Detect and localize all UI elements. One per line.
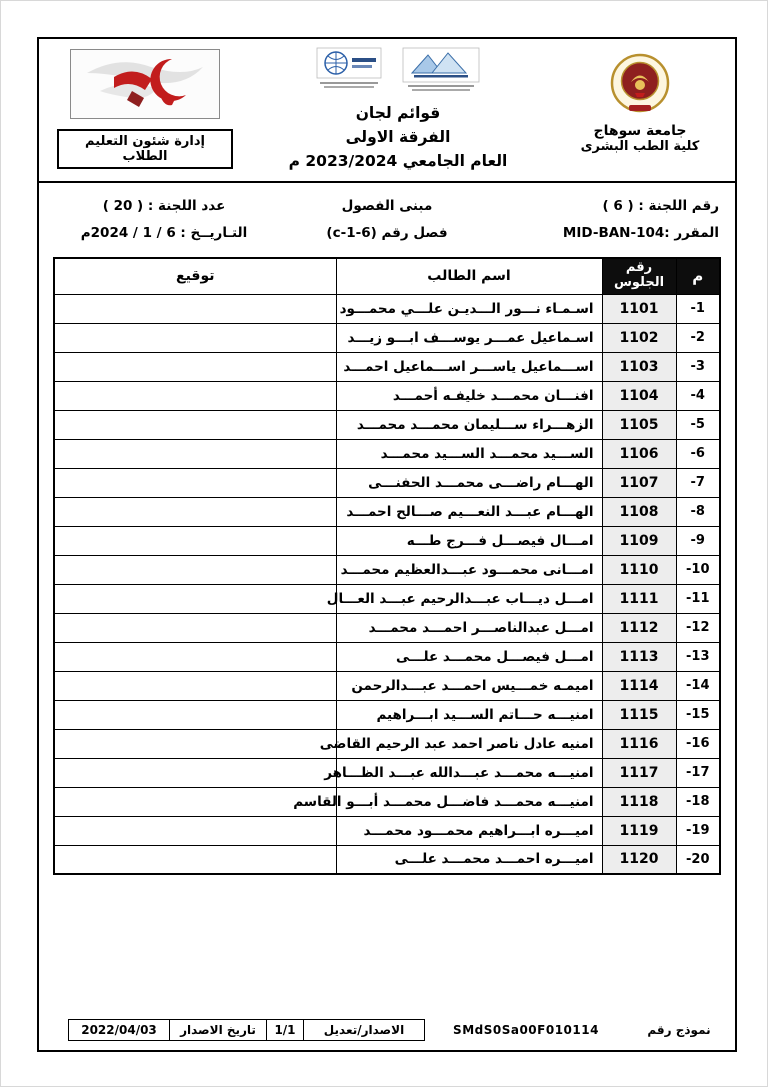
row-index: -18 xyxy=(676,787,720,816)
row-student-name: امنيـــه حـــاتم الســـيد ابـــراهيم xyxy=(336,700,602,729)
row-student-name: امـــل عبدالناصـــر احمـــد محمـــد xyxy=(336,613,602,642)
row-seat-number: 1106 xyxy=(602,439,676,468)
row-student-name: اسـماعيل عمـــر يوســـف ابـــو زيـــد xyxy=(336,323,602,352)
row-seat-number: 1119 xyxy=(602,816,676,845)
row-student-name: اميمـه خمـــيس احمـــد عبـــدالرحمن xyxy=(336,671,602,700)
row-index: -17 xyxy=(676,758,720,787)
row-student-name: اســـماعيل ياســـر اســـماعيل احمـــد xyxy=(336,352,602,381)
student-row xyxy=(54,758,720,787)
issue-date-label: تاريخ الاصدار xyxy=(169,1019,267,1041)
row-signature-cell xyxy=(54,671,336,700)
header-divider xyxy=(39,181,735,183)
header-department-block xyxy=(49,45,241,169)
building-name: مبنى الفصول xyxy=(341,198,433,214)
student-row xyxy=(54,787,720,816)
student-row xyxy=(54,323,720,352)
row-seat-number: 1113 xyxy=(602,642,676,671)
department-name: إدارة شئون التعليم الطلاب xyxy=(57,129,233,169)
row-student-name: اميـــره احمـــد محمـــد علـــى xyxy=(336,845,602,874)
row-index: -15 xyxy=(676,700,720,729)
aja-certification-logo-icon xyxy=(316,47,382,97)
certification-logos xyxy=(241,47,555,97)
row-student-name: امنيـــه محمـــد فاضـــل محمـــد أبـــو القاسم xyxy=(336,787,602,816)
title-line-3: العام الجامعي 2023/2024 م xyxy=(288,152,508,171)
row-signature-cell xyxy=(54,729,336,758)
education-affairs-logo-icon xyxy=(70,49,220,119)
row-signature-cell xyxy=(54,758,336,787)
row-student-name: امـــل فيصـــل محمـــد علـــى xyxy=(336,642,602,671)
committee-count: عدد اللجنة : ( 20 ) xyxy=(102,198,226,214)
committee-info-row xyxy=(49,193,725,247)
row-seat-number: 1116 xyxy=(602,729,676,758)
row-signature-cell xyxy=(54,468,336,497)
row-student-name: الهـــام عبـــد النعـــيم صـــالح احمـــد xyxy=(336,497,602,526)
row-seat-number: 1112 xyxy=(602,613,676,642)
header-university-block xyxy=(555,45,725,154)
info-center-column xyxy=(279,193,495,247)
row-student-name: اميـــره ابـــراهيم محمـــود محمـــد xyxy=(336,816,602,845)
row-signature-cell xyxy=(54,352,336,381)
student-row xyxy=(54,439,720,468)
row-index: -7 xyxy=(676,468,720,497)
student-row xyxy=(54,700,720,729)
student-row xyxy=(54,381,720,410)
student-row xyxy=(54,497,720,526)
row-student-name: امنيه عادل ناصر احمد عبد الرحيم القاضى xyxy=(336,729,602,758)
row-student-name: الزهـــراء ســـليمان محمـــد محمـــد xyxy=(336,410,602,439)
issue-revision-label: الاصدار/تعديل xyxy=(303,1019,425,1041)
row-seat-number: 1110 xyxy=(602,555,676,584)
row-student-name: الهـــام راضـــى محمـــد الحفنـــى xyxy=(336,468,602,497)
row-student-name: امـــل ديـــاب عبـــدالرحيم عبـــد العـــال xyxy=(336,584,602,613)
row-student-name: اسـمـاء نـــور الـــديـن علـــي محمـــود xyxy=(336,294,602,323)
student-row xyxy=(54,845,720,874)
column-header-index: م xyxy=(676,258,720,294)
row-signature-cell xyxy=(54,323,336,352)
student-row xyxy=(54,642,720,671)
row-index: -4 xyxy=(676,381,720,410)
row-signature-cell xyxy=(54,642,336,671)
student-row xyxy=(54,410,720,439)
row-seat-number: 1101 xyxy=(602,294,676,323)
row-seat-number: 1107 xyxy=(602,468,676,497)
faculty-name: كلية الطب البشرى xyxy=(580,139,700,154)
row-signature-cell xyxy=(54,439,336,468)
row-signature-cell xyxy=(54,613,336,642)
row-index: -3 xyxy=(676,352,720,381)
info-right-column xyxy=(495,193,725,247)
row-seat-number: 1118 xyxy=(602,787,676,816)
row-index: -8 xyxy=(676,497,720,526)
row-index: -14 xyxy=(676,671,720,700)
row-signature-cell xyxy=(54,816,336,845)
student-row xyxy=(54,671,720,700)
row-signature-cell xyxy=(54,410,336,439)
row-signature-cell xyxy=(54,381,336,410)
room-number: فصل رقم (c-1-6) xyxy=(326,225,448,241)
sohag-university-emblem-icon xyxy=(609,102,671,121)
student-row xyxy=(54,584,720,613)
row-seat-number: 1108 xyxy=(602,497,676,526)
row-seat-number: 1102 xyxy=(602,323,676,352)
row-index: -20 xyxy=(676,845,720,874)
exam-date: التـاريــخ : 6 / 1 / 2024م xyxy=(80,225,248,241)
row-seat-number: 1120 xyxy=(602,845,676,874)
row-seat-number: 1103 xyxy=(602,352,676,381)
title-line-2: الفرقة الاولى xyxy=(345,128,451,147)
row-seat-number: 1115 xyxy=(602,700,676,729)
student-row xyxy=(54,468,720,497)
committee-number: رقم اللجنة : ( 6 ) xyxy=(602,198,719,214)
row-index: -19 xyxy=(676,816,720,845)
row-student-name: امـــانى محمـــود عبـــدالعظيم محمـــد xyxy=(336,555,602,584)
row-seat-number: 1109 xyxy=(602,526,676,555)
form-number-code: SMdS0Sa00F010114 xyxy=(453,1023,599,1037)
course-code: المقرر :MID-BAN-104 xyxy=(562,225,719,241)
document-header xyxy=(49,45,725,177)
row-index: -1 xyxy=(676,294,720,323)
row-student-name: امنيـــه محمـــد عبـــدالله عبـــد الظـــاهر xyxy=(336,758,602,787)
row-index: -10 xyxy=(676,555,720,584)
row-seat-number: 1117 xyxy=(602,758,676,787)
university-name: جامعة سوهاج xyxy=(593,123,687,139)
document-titles xyxy=(241,101,555,173)
row-signature-cell xyxy=(54,526,336,555)
student-row xyxy=(54,352,720,381)
students-table xyxy=(53,257,721,875)
row-signature-cell xyxy=(54,294,336,323)
row-seat-number: 1111 xyxy=(602,584,676,613)
row-student-name: امـــال فيصـــل فـــرج طـــه xyxy=(336,526,602,555)
row-signature-cell xyxy=(54,845,336,874)
student-row xyxy=(54,526,720,555)
row-index: -9 xyxy=(676,526,720,555)
row-student-name: افنـــان محمـــد خليفـه أحمـــد xyxy=(336,381,602,410)
row-signature-cell xyxy=(54,555,336,584)
row-signature-cell xyxy=(54,584,336,613)
document-sheet xyxy=(37,37,737,1052)
column-header-seat-number: رقم الجلوس xyxy=(602,258,676,294)
info-left-column xyxy=(49,193,279,247)
row-signature-cell xyxy=(54,700,336,729)
row-index: -12 xyxy=(676,613,720,642)
header-title-block xyxy=(241,45,555,173)
row-seat-number: 1114 xyxy=(602,671,676,700)
row-index: -5 xyxy=(676,410,720,439)
student-row xyxy=(54,613,720,642)
row-index: -2 xyxy=(676,323,720,352)
students-tbody xyxy=(54,294,720,874)
row-student-name: الســـيد محمـــد الســـيد محمـــد xyxy=(336,439,602,468)
issue-revision-value: 1/1 xyxy=(266,1019,304,1041)
row-index: -11 xyxy=(676,584,720,613)
student-row xyxy=(54,816,720,845)
row-seat-number: 1105 xyxy=(602,410,676,439)
row-index: -6 xyxy=(676,439,720,468)
column-header-signature: توقيع xyxy=(54,258,336,294)
student-row xyxy=(54,555,720,584)
student-row xyxy=(54,729,720,758)
students-table-header xyxy=(54,258,720,294)
row-index: -13 xyxy=(676,642,720,671)
row-index: -16 xyxy=(676,729,720,758)
issue-date-value: 2022/04/03 xyxy=(68,1019,170,1041)
row-signature-cell xyxy=(54,497,336,526)
column-header-student-name: اسم الطالب xyxy=(336,258,602,294)
acc-certification-logo-icon xyxy=(402,47,480,97)
form-footer xyxy=(69,1019,731,1041)
row-seat-number: 1104 xyxy=(602,381,676,410)
student-row xyxy=(54,294,720,323)
form-number-label: نموذج رقم xyxy=(647,1023,711,1037)
title-line-1: قوائم لجان xyxy=(355,104,441,122)
